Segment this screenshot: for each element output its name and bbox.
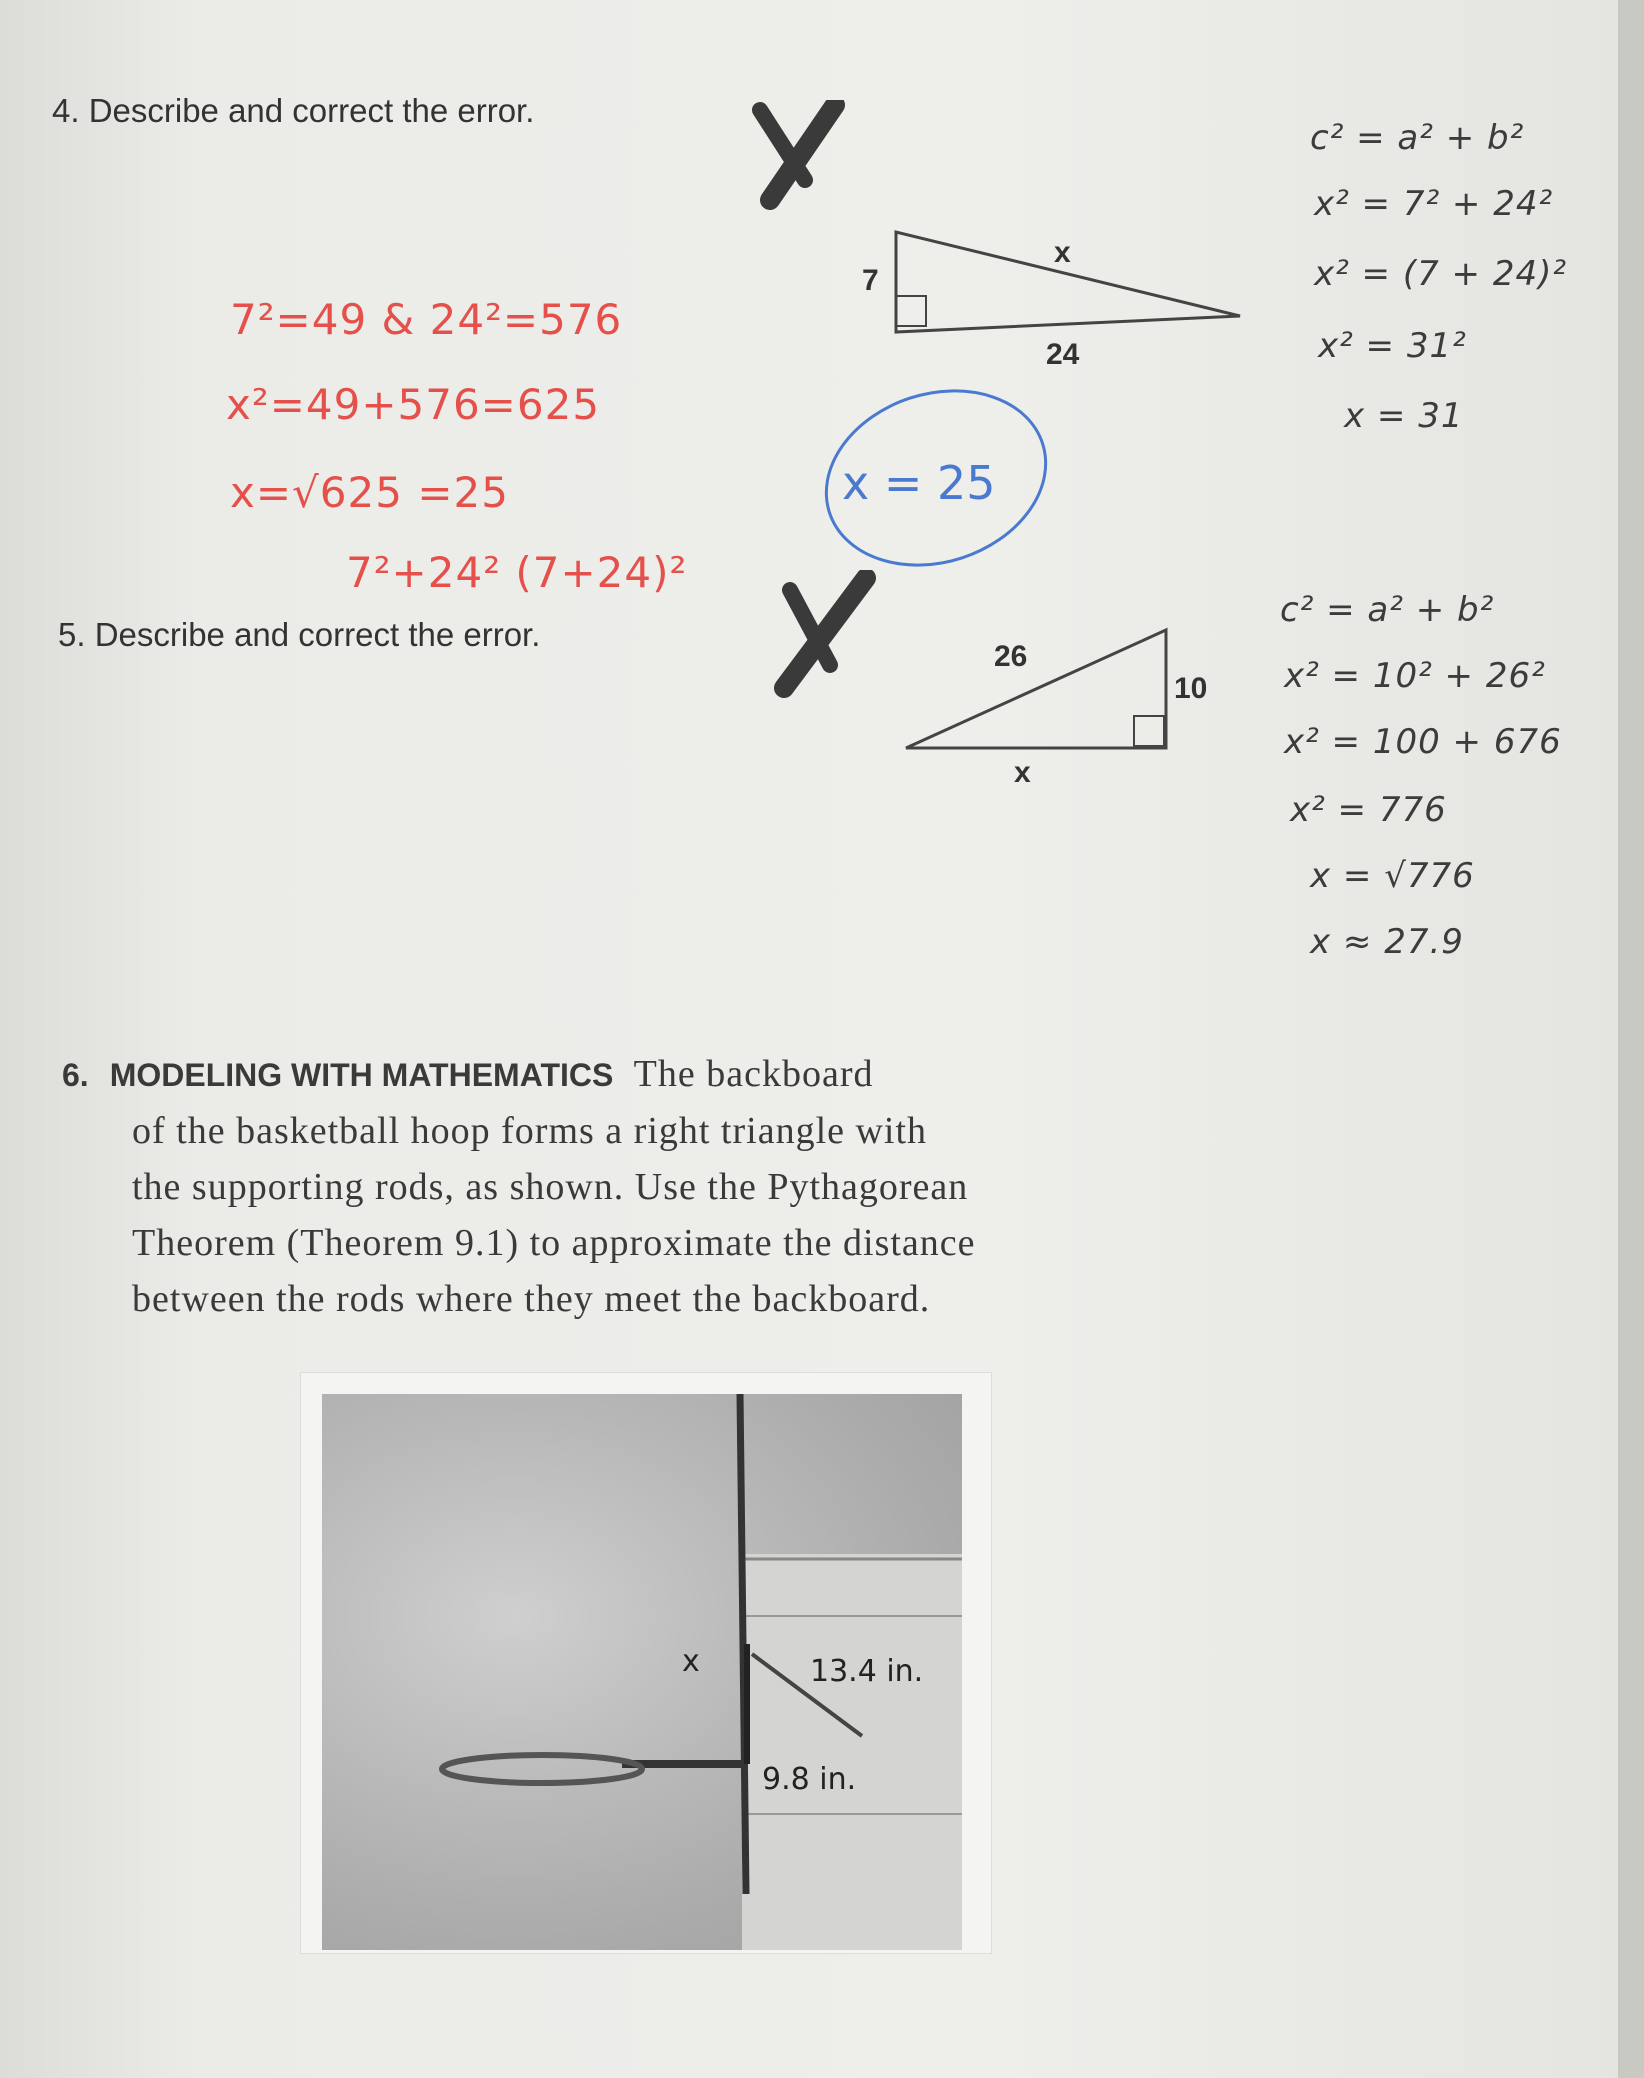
problem4-heading: 4. Describe and correct the error. [52, 92, 535, 129]
problem6-line-5: between the rods where they meet the backboard. [132, 1278, 931, 1320]
problem5-work-line-5: x = √776 [1310, 856, 1475, 896]
handwritten-line-3: x=√625 =25 [230, 468, 509, 517]
problem4-handwritten-answer: x = 25 [842, 456, 996, 510]
problem6-line-1-text: The backboard [633, 1053, 874, 1095]
problem6-line-3: the supporting rods, as shown. Use the Pythagorean [132, 1166, 969, 1208]
problem5-heading: 5. Describe and correct the error. [58, 616, 541, 653]
problem4-work-line-2: x² = 7² + 24² [1314, 184, 1554, 224]
problem4-hypotenuse-label: x [1054, 236, 1071, 269]
problem6-line-2: of the basketball hoop forms a right triangle with [132, 1110, 928, 1152]
handwritten-line-1: 7²=49 & 24²=576 [230, 295, 623, 344]
photo-bottom-rod-label: 9.8 in. [762, 1762, 857, 1797]
handwritten-line-2: x²=49+576=625 [226, 380, 601, 429]
problem5-work-line-6: x ≈ 27.9 [1310, 922, 1464, 962]
handwritten-line-4: 7²+24² (7+24)² [346, 548, 688, 597]
problem4-leg-horizontal-label: 24 [1046, 338, 1080, 371]
problem4-leg-vertical-label: 7 [862, 264, 879, 297]
basketball-backboard-photo [322, 1394, 962, 1950]
problem6-number: 6. [62, 1057, 89, 1093]
problem5-work-line-1: c² = a² + b² [1280, 590, 1495, 630]
photo-x-label: x [682, 1644, 700, 1679]
problem4-work-line-1: c² = a² + b² [1310, 118, 1525, 158]
problem5-leg-vertical-label: 10 [1174, 672, 1208, 705]
problem5-error-mark-icon [770, 570, 880, 700]
problem6-text [62, 1046, 1162, 1327]
problem5-work-line-3: x² = 100 + 676 [1284, 722, 1562, 762]
problem5-work-line-4: x² = 776 [1290, 790, 1447, 830]
problem5-work-line-2: x² = 10² + 26² [1284, 656, 1546, 696]
photo-top-rod-label: 13.4 in. [810, 1654, 924, 1689]
page-edge [1618, 0, 1644, 2078]
problem6-title: MODELING WITH MATHEMATICS [109, 1057, 614, 1093]
problem6-line-1 [62, 1046, 1162, 1103]
problem5-triangle [900, 620, 1190, 760]
problem6-line-4: Theorem (Theorem 9.1) to approximate the distance [132, 1222, 976, 1264]
problem5-leg-horizontal-label: x [1014, 756, 1031, 789]
problem5-hypotenuse-label: 26 [994, 640, 1028, 673]
problem4-work-line-3: x² = (7 + 24)² [1314, 254, 1568, 294]
problem4-work-line-4: x² = 31² [1318, 326, 1467, 366]
problem4-error-mark-icon [750, 100, 850, 210]
problem4-work-line-5: x = 31 [1344, 396, 1464, 436]
